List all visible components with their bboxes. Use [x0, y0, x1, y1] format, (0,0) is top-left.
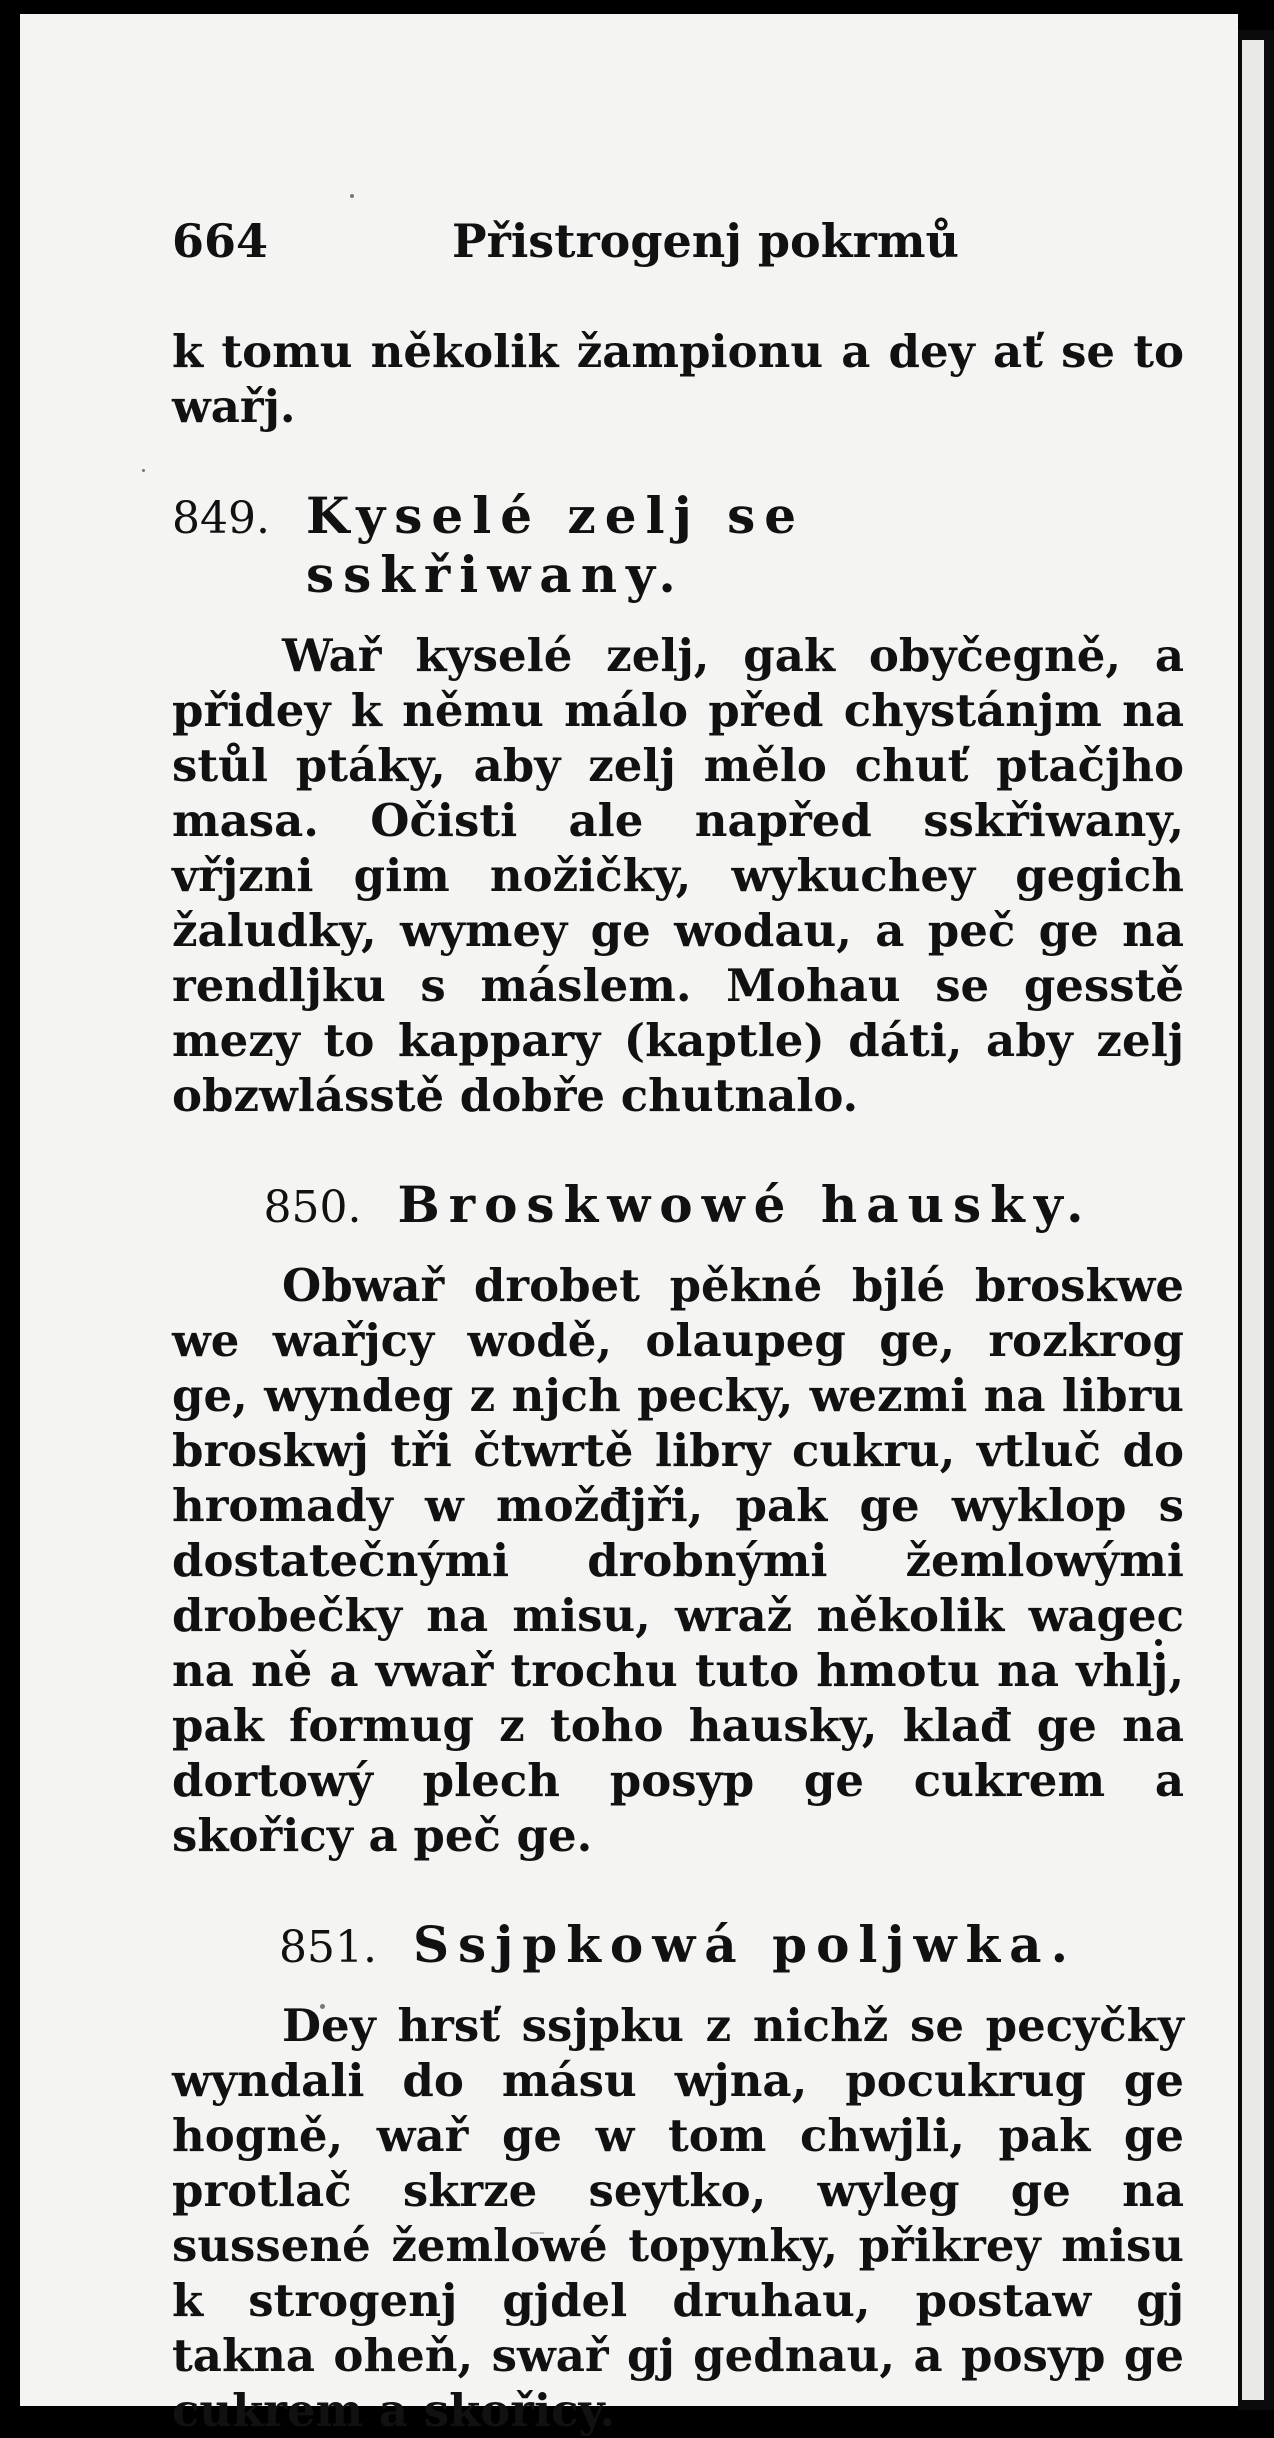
page-content — [172, 214, 1184, 2438]
recipe-title: Kyselé zelj se sskřiwany. — [305, 486, 806, 604]
book-page — [20, 14, 1238, 2437]
recipe-body-849: Wař kyselé zelj, gak obyčegně, a přidey k němu málo před chystánjm na stůl ptáky, aby zelj mělo chuť ptačjho masa. Očisti ale napřed sskřiwany, vřjzni gim nožičky, wykuchey gegich žaludky, wymey ge wodau, a peč ge na rendljku s máslem. Mohau se gesstě mezy to kappary (kaptle) dáti, aby zelj obzwlásstě dobře chutnalo. — [172, 629, 1184, 1122]
recipe-heading-849 — [172, 486, 1184, 604]
recipe-number: 850. — [263, 1182, 362, 1233]
recipe-heading-850 — [172, 1175, 1184, 1234]
page-number: 664 — [172, 214, 269, 268]
recipe-heading-851 — [172, 1915, 1184, 1974]
recipe-number: 849. — [172, 493, 270, 544]
page-header — [172, 214, 1184, 284]
continuation-paragraph: k tomu několik žampionu a dey ať se to wařj. — [172, 325, 1184, 433]
recipe-number: 851. — [278, 1922, 377, 1973]
running-title: Přistrogenj pokrmů — [452, 214, 959, 268]
paper-speck — [350, 194, 354, 198]
recipe-body-851: Dey hrsť ssjpku z nichž se pecyčky wyndali do másu wjna, pocukrug ge hogně, wař ge w tom chwjli, pak ge protlač skrze seytko, wyleg ge na sussené žemlowé topynky, přikrey misu k strogenj gjdel druhau, postaw gj takna oheň, swař gj gednau, a posyp ge cukrem a skořicy. — [172, 1999, 1184, 2437]
recipe-title: Broskwowé hausky. — [397, 1175, 1093, 1234]
next-page-edge — [1242, 40, 1264, 2400]
paper-speck — [142, 469, 145, 472]
recipe-title: Ssjpkowá poljwka. — [412, 1915, 1077, 1974]
recipe-body-850: Obwař drobet pěkné bjlé broskwe we wařjcy wodě, olaupeg ge, rozkrog ge, wyndeg z njch pecky, wezmi na libru broskwj tři čtwrtě libry cukru, vtluč do hromady w možđjři, pak ge wyklop s dostatečnými drobnými žemlowými drobečky na misu, wraž několik wagec na ně a vwař trochu tuto hmotu na vhlj, pak formug z toho hausky, klađ ge na dortowý plech posyp ge cukrem a skořicy a peč ge. — [172, 1259, 1184, 1862]
